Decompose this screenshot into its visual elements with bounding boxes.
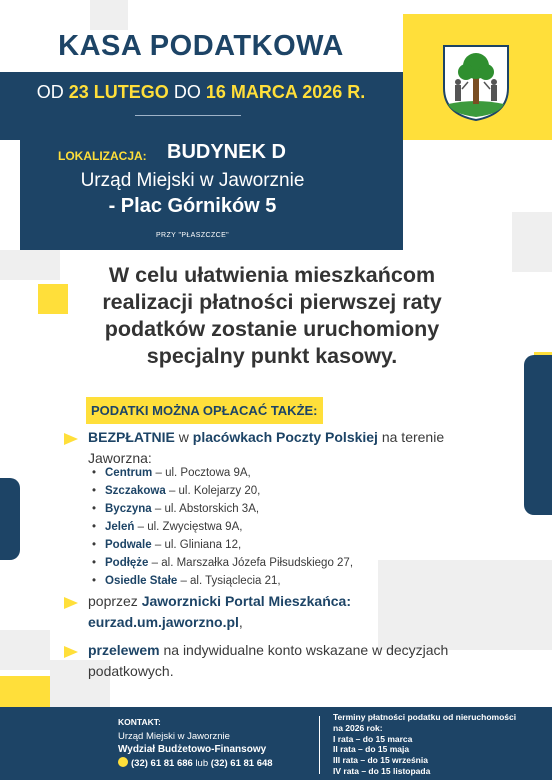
list-item: • Jeleń – ul. Zwycięstwa 9A, xyxy=(90,518,420,536)
term-item: III rata – do 15 września xyxy=(333,755,428,766)
dates-to: DO xyxy=(173,82,201,102)
bg-grey-block-right xyxy=(512,212,552,272)
location-office: Urząd Miejski w Jaworznie xyxy=(80,170,305,191)
term-item: IV rata – do 15 listopada xyxy=(333,765,431,776)
terms-title-2: na 2026 rok: xyxy=(333,722,383,733)
portal-name: Jaworznicki Portal Mieszkańca: xyxy=(141,593,352,609)
list-item: • Podwale – ul. Gliniana 12, xyxy=(90,536,420,554)
transfer-text xyxy=(88,640,508,682)
intro-text: W celu ułatwienia mieszkańcom realizacji płatności pierwszej raty podatków zostanie uruchomiony specjalny punkt kasowy. xyxy=(102,263,442,368)
bg-yellow-block-left xyxy=(38,284,68,314)
bg-navy-tab-right xyxy=(524,355,552,515)
post-branches-list xyxy=(90,464,420,590)
list-item: • Szczakowa – ul. Kolejarzy 20, xyxy=(90,482,420,500)
triangle-bullet-icon xyxy=(64,596,78,610)
payments-heading: PODATKI MOŻNA OPŁACAĆ TAKŻE: xyxy=(86,397,323,424)
location-square: - Plac Górników 5 xyxy=(108,195,277,217)
list-item: • Podłęże – al. Marszałka Józefa Piłsudskiego 27, xyxy=(90,554,420,572)
date-range xyxy=(0,82,402,103)
terms-title-1: Terminy płatności podatku od nieruchomości xyxy=(333,712,517,722)
contact-phones xyxy=(118,757,273,771)
bg-grey-block-left xyxy=(0,250,60,280)
bg-navy-tab-left xyxy=(0,478,20,560)
list-item: • Byczyna – ul. Abstorskich 3A, xyxy=(90,500,420,518)
contact-office: Urząd Miejski w Jaworznie xyxy=(118,730,230,742)
dates-end: 16 MARCA 2026 R. xyxy=(205,82,366,102)
post-in: w xyxy=(178,429,189,445)
location-label: LOKALIZACJA: xyxy=(58,149,147,163)
portal-link[interactable]: eurzad.um.jaworzno.pl xyxy=(88,614,239,630)
triangle-bullet-icon xyxy=(64,645,78,659)
transfer-rest: na indywidualne konto wskazane w decyzjach podatkowych. xyxy=(88,642,449,679)
portal-suffix: , xyxy=(238,614,243,630)
dates-start: 23 LUTEGO xyxy=(68,82,169,102)
term-item: I rata – do 15 marca xyxy=(333,733,413,744)
post-free: BEZPŁATNIE xyxy=(88,429,175,445)
list-item: • Osiedle Stałe – al. Tysiąclecia 21, xyxy=(90,572,420,590)
header-divider xyxy=(135,115,241,116)
portal-text xyxy=(88,591,508,633)
triangle-bullet-icon xyxy=(64,432,78,446)
portal-prefix: poprzez xyxy=(88,593,138,609)
footer-divider xyxy=(319,716,320,774)
coat-of-arms-icon xyxy=(440,44,512,122)
bg-grey-block-top xyxy=(90,0,128,30)
term-item: II rata – do 15 maja xyxy=(333,744,410,755)
post-places: placówkach Poczty Polskiej xyxy=(192,429,378,445)
page-title: KASA PODATKOWA xyxy=(58,30,344,62)
phone-icon xyxy=(118,757,128,767)
transfer-word: przelewem xyxy=(88,642,160,658)
post-offices-text xyxy=(88,427,508,469)
footer-terms xyxy=(333,712,516,777)
location-note: PRZY "PŁASZCZCE" xyxy=(155,232,230,239)
contact-label: KONTAKT: xyxy=(118,717,161,727)
phone-number-2[interactable]: (32) 61 81 648 xyxy=(210,757,273,769)
phone-number-1[interactable]: (32) 61 81 686 xyxy=(131,757,193,769)
footer-contact xyxy=(118,716,273,770)
contact-department: Wydział Budżetowo-Finansowy xyxy=(118,744,267,755)
location-building: BUDYNEK D xyxy=(167,141,286,163)
phone-or: lub xyxy=(195,757,209,769)
list-item: • Centrum – ul. Pocztowa 9A, xyxy=(90,464,420,482)
bg-grey-block-bottom-left xyxy=(0,630,50,670)
post-rest: na terenie Jaworzna: xyxy=(88,429,445,466)
dates-from: OD xyxy=(36,82,64,102)
